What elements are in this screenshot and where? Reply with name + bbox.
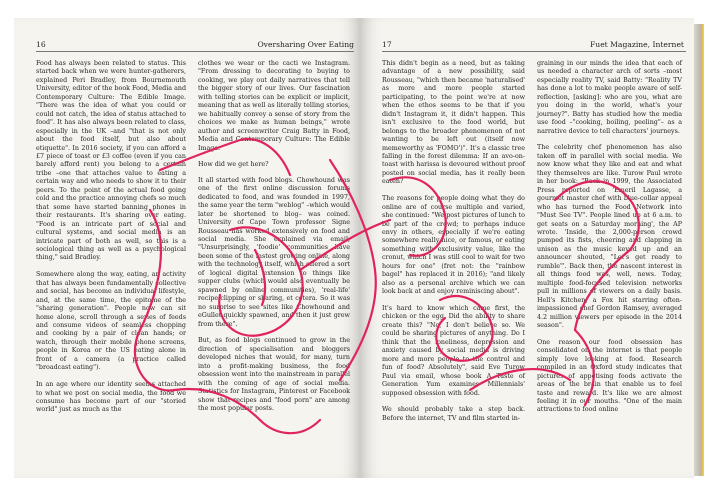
left-page-column-1 <box>36 60 186 423</box>
page-block-edge <box>694 24 704 476</box>
magazine-spread <box>14 18 710 478</box>
paragraph: But, as food blogs continued to grow in the direction of specialisation and bloggers developed niches that would, for many, turn into a profit-making business, the food obsession went into the mainstream in parallel with the coming of age of social media. Statistics for Instagram, Pinterest or Facebook show that recipes and "food porn" are among the most popular posts. <box>198 337 350 412</box>
paragraph: Somewhere along the way, eating, an activity that has always been fundamentally collective and social, has become an individual lifestyle, and, at the same time, the epitome of the "sharing generation". People now can sit home alone, scroll through a series of feeds and consume videos of seamless chopping and cooking by a pair of clean hands; or watch, through their mobile phone screens, people in Korea or the US eating alone in front of a camera (a practice called "broadcast eating"). <box>36 271 186 372</box>
left-page <box>14 18 360 478</box>
paragraph: Food has always been related to status. This started back when we were hunter-gatherers, explained Peri Bradley, from Bournemouth University, editor of the book Food, Media and Contemporary Culture: The Edible Image. "There was the idea of what you could or could not catch, the idea of status attached to food". It has also always been related to class, especially in the UK –and "that is not only about the food itself, but also about etiquette". In 2016 society, if you can afford a £7 piece of toast or £3 coffee (even if you can barely afford rent) you belong to a certain tribe –one that attaches value to eating a certain way and who needs to show it to their peers. To the point of the actual food going cold and the practice annoying chefs so much that some have started banning phones in their restaurants. It's sharing over eating. "Food is an intricate part of social and cultural systems, and social media is an intricate part of both as well, so this is a sociological thing as well as a psychological thing," said Bradley. <box>36 60 186 262</box>
header-rule-left <box>36 51 354 52</box>
paragraph: This didn't begin as a need, but as taking advantage of a new possibility, said Rousseau, "which then became 'naturalised' as more and more people started participating, to the point we're at now when the ethos seems to be that if you didn't Instagram it, it didn't happen. This isn't exclusive to the food world, but belongs to the broader phenomenon of not wanting to be left out (itself now memeworthy as 'FOMO')". It's a classic tree falling in the forest dilemma: If an avo-on-toast with harissa is devoured without proof posted on social media, has it really been eaten? <box>382 60 525 186</box>
paragraph: The celebrity chef phenomenon has also taken off in parallel with social media. We now know what they like and eat and what they themselves are like. Turow Paul wrote in her book: "Back in 1999, the Associated Press reported on 'Emeril Lagasse, a gourmet master chef with blue-collar appeal who has turned the Food Network into "Must See TV". People lined up at 6 a.m. to get seats on a Saturday morning', the AP wrote. 'Inside, the 2,000-person crowd pumped its fists, cheering and clapping in unison as the music keyed up and an announcer shouted, "Let's get ready to rumble"'. Back then, the nascent interest in all things food was, well, news. Today, multiple food-focused television networks pull in millions of viewers on a daily basis. Hell's Kitchen, a Fox hit starring often-impassioned chef Gordon Ramsey, averaged 4.2 million viewers per episode in the 2014 season". <box>537 144 682 329</box>
paragraph: One reason our food obsession has consolidated on the internet is that people simply love looking at food. Research compiled in an Oxford study indicates that pictures of appetising foods activate the areas of the brain that enable us to feel taste and reward. It's like we are almost feeling it in our mouths. "One of the main attractions to food online <box>537 338 682 414</box>
paragraph: In an age where our identity seems attached to what we post on social media, the food we consume has become part of our "storied world" just as much as the <box>36 381 186 414</box>
running-title-left: Oversharing Over Eating <box>257 40 354 49</box>
header-rule-right <box>382 51 686 52</box>
right-page <box>360 18 694 478</box>
paragraph: graining in our minds the idea that each of us needed a character arch of sorts –most especially reality TV, said Batty: "Reality TV has done a lot to make people aware of self-reflection, [asking]: who are you, what are you doing in the world, what's your journey?". Batty has studied how the media use food –"cooking, boiling, peeling"– as a narrative device to tell characters' journeys. <box>537 60 682 135</box>
paragraph: clothes we wear or the cacti we Instagram. "From dressing to decorating to buying to cooking, we play out daily narratives that tell the bigger story of our lives. Our fascination with telling stories can be explicit or implicit, meaning that as well as literally telling stories, we habitually convey a sense of story from the choices we make as human beings," wrote author and screenwriter Craig Batty in Food, Media and Contemporary Culture: The Edible Image. <box>198 60 350 152</box>
section-subheading: How did we get here? <box>198 161 269 169</box>
page-number-left: 16 <box>36 40 46 49</box>
paragraph: The reasons for people doing what they do online are of course multiple and varied, she continued: "We post pictures of lunch to be part of the crowd; to perhaps induce envy in others, especially if we're eating somewhere really nice, or famous, or eating something with exclusivity value, like the cronut, which I was still cool to wait for two hours for one" (fret not: the "rainbow bagel" has replaced it in 2016); "and likely also as a personal archive which we can look back at and enjoy reminiscing about". <box>382 195 525 296</box>
paragraph: It's hard to know which came first, the chicken or the egg. Did the ability to share create this? "No, I don't believe so. We could be sharing pictures of anything. Do I think that the loneliness, depression and anxiety caused by social media is driving more and more people to the control and fun of food? Absolutely", said Eve Turow Paul via email, whose book A Taste of Generation Yum examines Millennials' supposed obsession with food. <box>382 305 525 397</box>
paragraph: We should probably take a step back. Before the internet, TV and film started in- <box>382 406 525 422</box>
left-page-column-2 <box>198 60 350 422</box>
right-page-column-1 <box>382 60 525 432</box>
right-page-column-2 <box>537 60 682 423</box>
page-number-right: 17 <box>382 40 392 49</box>
paragraph: It all started with food blogs. Chowhound was one of the first online discussion forums dedicated to food, and was founded in 1997, the same year the term "weblog" –which would later be shortened to blog– was coined. University of Cape Town professor Signe Rousseau has worked extensively on food and social media. She explained via email, "Unsurprisingly, 'foodie' communities have been some of the fastest growing online, along with the technology itself, which offered a sort of logical digital extension to things like supper clubs (which would also eventually be spawned by online communities), 'real-life' recipe-clipping or sharing, et cetera. So it was no surprise to see sites like Chowhound and eGullet quickly spawned, and then it just grew from there". <box>198 176 350 328</box>
running-title-right: Fuet Magazine, Internet <box>590 40 684 49</box>
